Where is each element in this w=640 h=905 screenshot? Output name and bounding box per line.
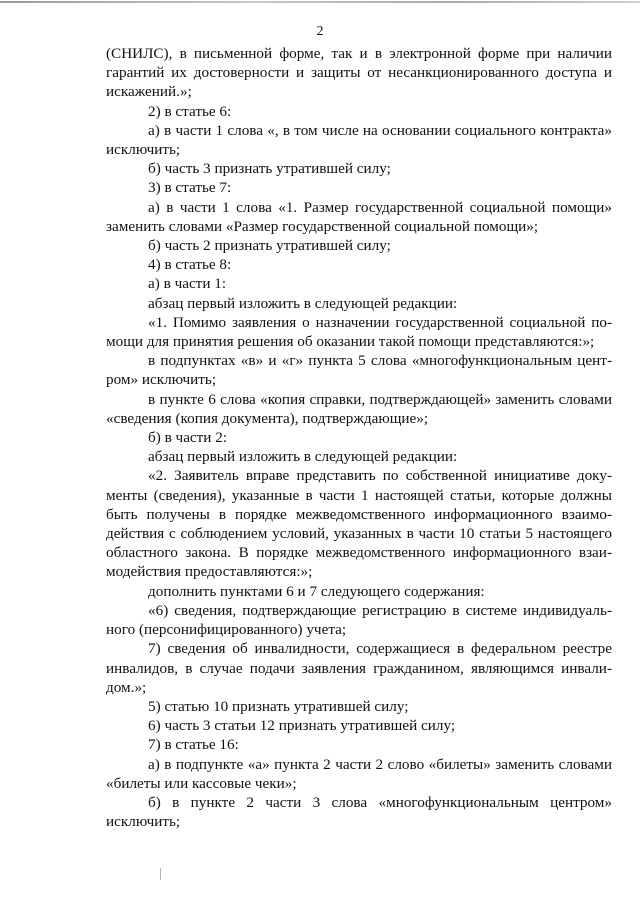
- paragraph: 7) сведения об инвалидности, содержащиеся в федеральном реестре инвалидов, в случае подачи заявления гражданином, являющимся инвалидом.»;: [106, 640, 612, 696]
- paragraph: «6) сведения, подтверждающие регистрацию в системе индивидуального (персонифицированного) учета;: [106, 601, 612, 639]
- paragraph: 5) статью 10 признать утратившей силу;: [148, 697, 409, 715]
- paragraph: 7) в статье 16:: [148, 736, 239, 754]
- paragraph: «2. Заявитель вправе представить по собственной инициативе документы (сведения), указанные в части 1 настоящей статьи, которые должны быть получены в порядке межведомственного информационного взаимодействия с соблюдением условий, указанных в части 10 статьи 5 настоящего областного закона. В порядке межведомственного информационного взаимодействия предоставляются:»;: [106, 467, 612, 581]
- page-number: 2: [316, 24, 324, 39]
- paragraph: б) часть 3 признать утратившей силу;: [148, 160, 391, 178]
- paragraph: абзац первый изложить в следующей редакции:: [148, 294, 458, 312]
- scan-edge-line: [0, 1, 640, 3]
- paragraph: в подпунктах «в» и «г» пункта 5 слова «многофункциональным центром» исключить;: [106, 352, 612, 389]
- paragraph: а) в подпункте «а» пункта 2 части 2 слово «билеты» заменить словами «билеты или кассовые чеки»;: [106, 755, 612, 792]
- paragraph: а) в части 1 слова «, в том числе на основании социального контракта» исключить;: [106, 121, 612, 159]
- paragraph: б) в части 2:: [148, 429, 228, 447]
- paragraph: 6) часть 3 статьи 12 признать утратившей силу;: [148, 717, 456, 735]
- paragraph: 2) в статье 6:: [148, 102, 232, 120]
- paragraph: а) в части 1 слова «1. Размер государственной социальной помощи» заменить словами «Размер государственной социальной помощи»;: [106, 198, 612, 235]
- paragraph: 4) в статье 8:: [148, 256, 232, 274]
- document-body: [106, 44, 612, 831]
- paragraph: а) в части 1:: [148, 275, 227, 293]
- paragraph: в пункте 6 слова «копия справки, подтверждающей» заменить словами «сведения (копия документа), подтверждающие»;: [106, 390, 612, 427]
- paragraph: абзац первый изложить в следующей редакции:: [148, 448, 458, 466]
- paragraph: б) часть 2 признать утратившей силу;: [148, 237, 391, 255]
- scan-artifact: [160, 868, 161, 880]
- paragraph: (СНИЛС), в письменной форме, так и в электронной форме при наличии гарантий их достоверности и защиты от несанкционированного доступа и искажений.»;: [106, 45, 612, 101]
- paragraph: дополнить пунктами 6 и 7 следующего содержания:: [148, 582, 485, 600]
- paragraph: 3) в статье 7:: [148, 179, 232, 197]
- paragraph: «1. Помимо заявления о назначении государственной социальной помощи для принятия решения об оказании такой помощи представляются:»;: [106, 313, 612, 351]
- paragraph: б) в пункте 2 части 3 слова «многофункциональным центром» исключить;: [106, 793, 612, 831]
